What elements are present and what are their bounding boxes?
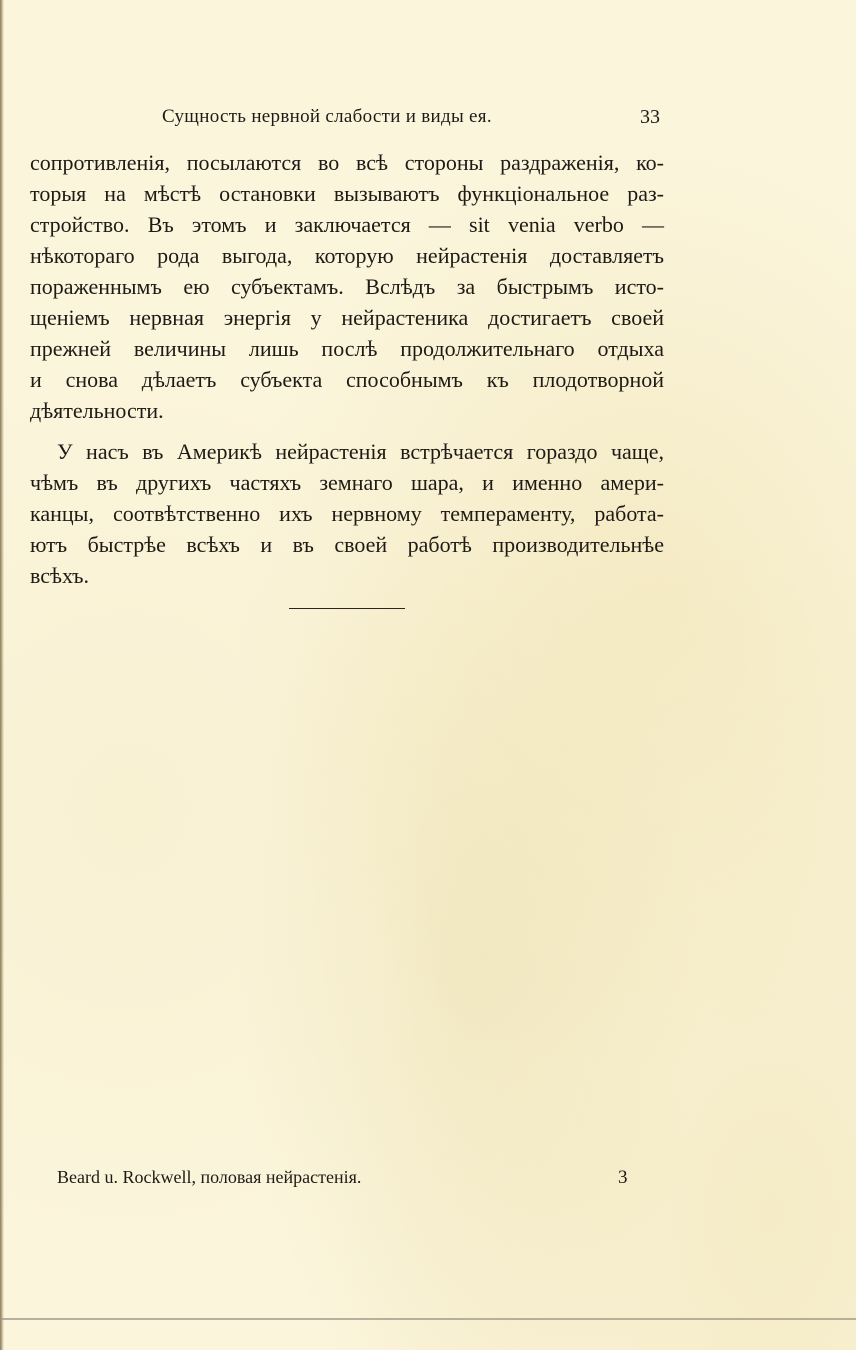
text-line: прежней величины лишь послѣ продолжительнаго отдыха (30, 336, 664, 361)
text-line: и снова дѣлаетъ субъекта способнымъ къ плодотворной (30, 367, 664, 392)
text-line: дѣятельности. (30, 398, 164, 423)
bottom-edge-line (0, 1318, 856, 1320)
text-line: нѣкотораго рода выгода, которую нейрастенія доставляетъ (30, 243, 664, 268)
text-line: чѣмъ въ другихъ частяхъ земнаго шара, и именно амери- (30, 470, 664, 495)
text-line: торыя на мѣстѣ остановки вызываютъ функціональное раз- (30, 181, 664, 206)
text-line: пораженнымъ ею субъектамъ. Вслѣдъ за быстрымъ исто- (30, 274, 664, 299)
text-line: стройство. Въ этомъ и заключается — sit venia verbo — (30, 212, 664, 237)
text-line: сопротивленія, посылаются во всѣ стороны раздраженія, ко- (30, 150, 664, 175)
page-edge-shadow (0, 0, 4, 1350)
text-line: всѣхъ. (30, 563, 90, 588)
page-number: 33 (640, 106, 660, 128)
text-line: ютъ быстрѣе всѣхъ и въ своей работѣ производительнѣе (30, 532, 664, 557)
section-end-rule (289, 608, 405, 609)
text-line: щеніемъ нервная энергія у нейрастеника достигаетъ своей (30, 305, 664, 330)
running-title: Сущность нервной слабости и виды ея. (162, 106, 492, 127)
paragraph-2 (30, 436, 664, 591)
signature-mark: 3 (618, 1167, 628, 1188)
paragraph-gap (30, 426, 664, 436)
running-head (0, 106, 856, 130)
footer (0, 1167, 856, 1191)
text-line: У насъ въ Америкѣ нейрастенія встрѣчается гораздо чаще, (57, 439, 664, 464)
footer-book-title: Beard u. Rockwell, половая нейрастенія. (57, 1167, 362, 1187)
body-text (30, 147, 664, 591)
text-line: канцы, соотвѣтственно ихъ нервному темпераменту, работа- (30, 501, 664, 526)
paragraph-1 (30, 147, 664, 426)
